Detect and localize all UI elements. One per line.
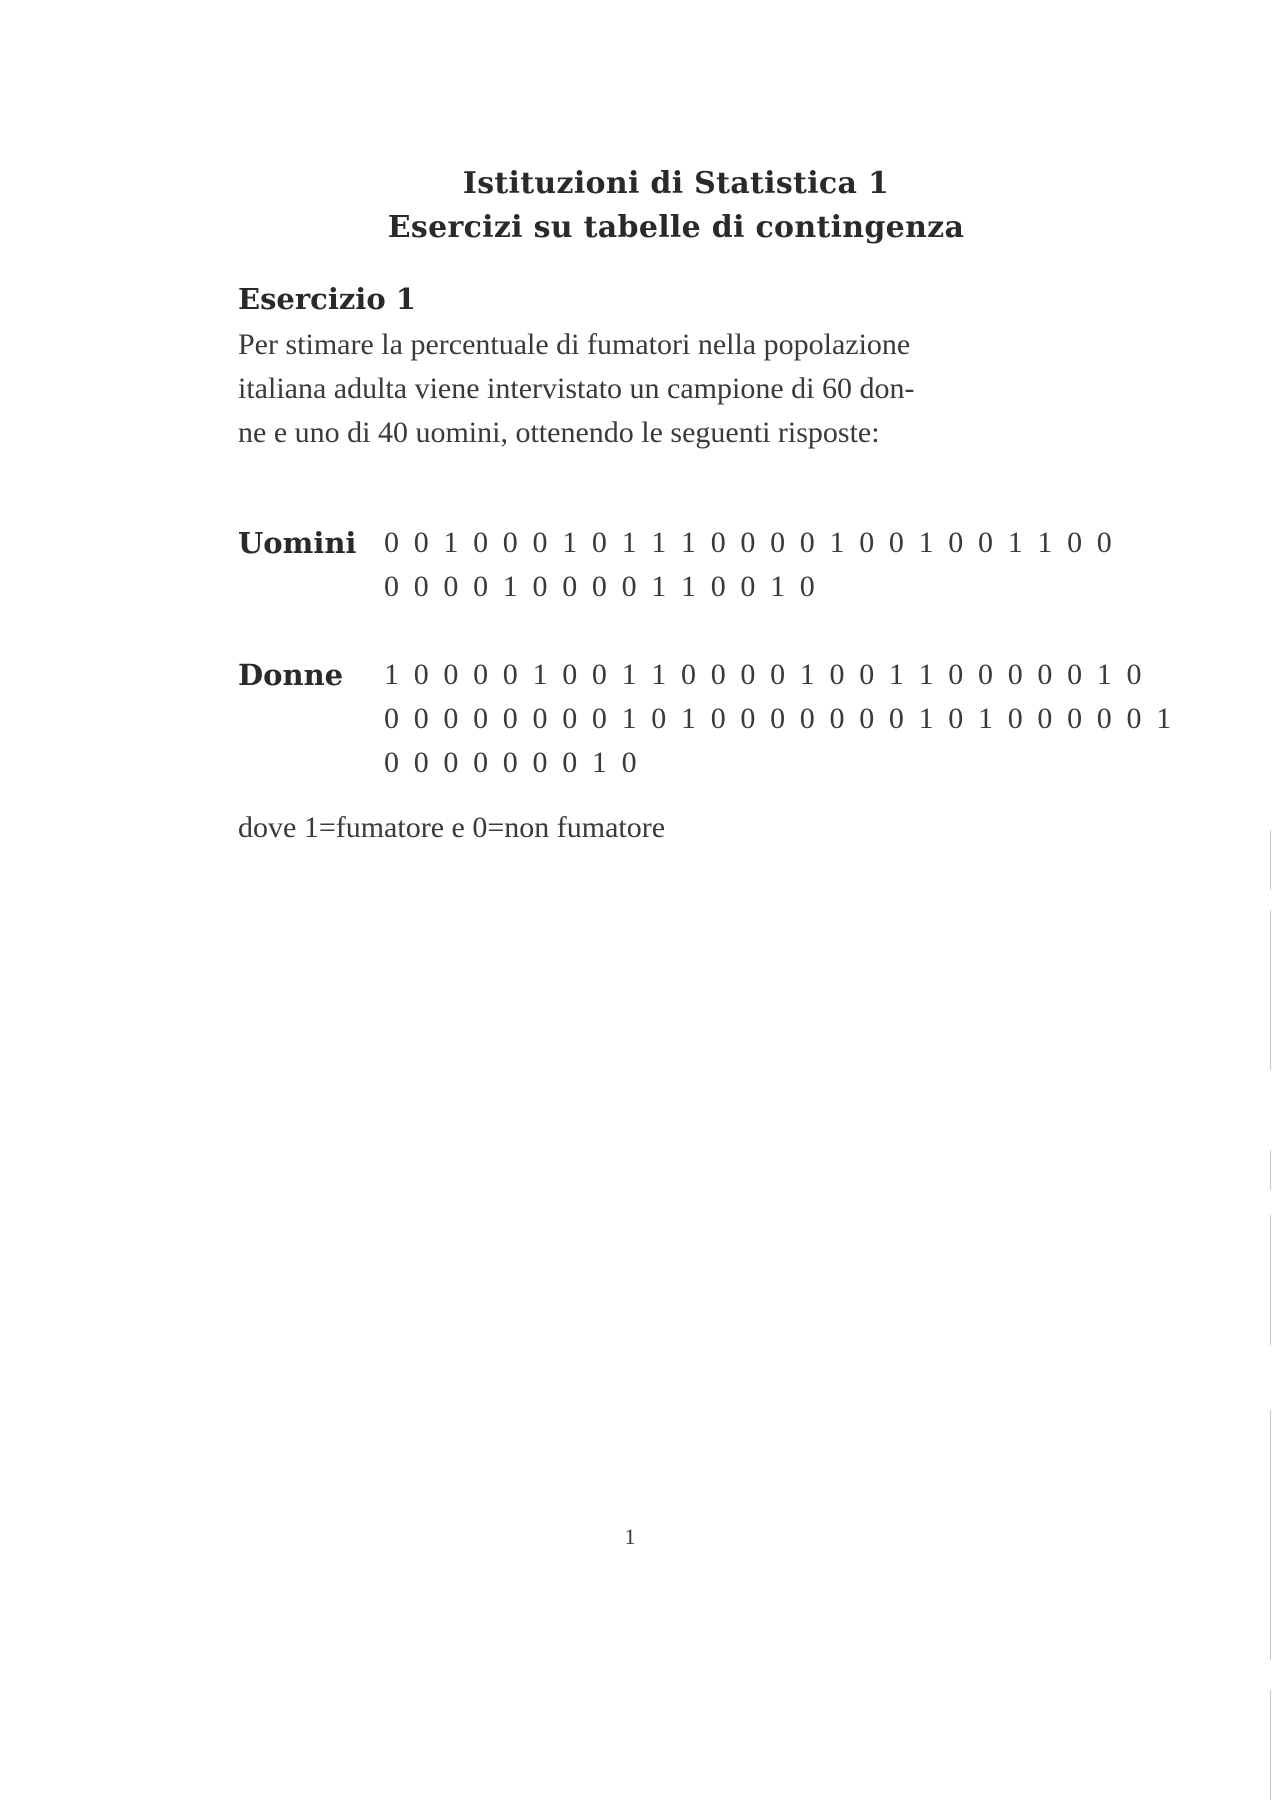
legend-note: dove 1=fumatore e 0=non fumatore <box>238 811 666 844</box>
exercise-text-line: italiana adulta viene intervistato un campione di 60 don- <box>238 372 915 405</box>
page-number: 1 <box>624 1524 636 1549</box>
sample-values-line: 0 0 0 0 0 0 0 0 1 0 1 0 0 0 0 0 0 0 1 0 1 0 0 0 0 0 1 <box>384 702 1175 735</box>
sample-values-line: 0 0 0 0 0 0 0 1 0 <box>384 746 641 779</box>
exercise-heading: Esercizio 1 <box>238 282 416 316</box>
scan-artifact <box>1270 1150 1271 1190</box>
sample-values-line: 1 0 0 0 0 1 0 0 1 1 0 0 0 0 1 0 0 1 1 0 0 0 0 0 1 0 <box>384 658 1146 691</box>
title-line-2: Esercizi su tabelle di contingenza <box>387 210 965 245</box>
scan-artifact <box>1270 1215 1271 1345</box>
sample-values <box>384 521 1115 609</box>
sample-values <box>384 653 1175 785</box>
sample-values-line: 0 0 1 0 0 0 1 0 1 1 1 0 0 0 0 1 0 0 1 0 0 1 1 0 0 <box>384 526 1116 559</box>
scan-artifact <box>1270 910 1271 1070</box>
scan-artifact <box>1270 830 1271 890</box>
scan-artifact <box>1270 1690 1271 1800</box>
sample-label: Uomini <box>238 526 357 560</box>
exercise-text-line: ne e uno di 40 uomini, ottenendo le seguenti risposte: <box>238 416 880 449</box>
exercise-text <box>238 323 1028 455</box>
exercise-text-line: Per stimare la percentuale di fumatori nella popolazione <box>238 328 911 361</box>
title-line-1: Istituzioni di Statistica 1 <box>462 166 890 201</box>
scan-artifact <box>1270 1410 1271 1660</box>
sample-values-line: 0 0 0 0 1 0 0 0 0 1 1 0 0 1 0 <box>384 570 819 603</box>
document-title <box>0 162 1280 250</box>
sample-label: Donne <box>238 658 344 692</box>
